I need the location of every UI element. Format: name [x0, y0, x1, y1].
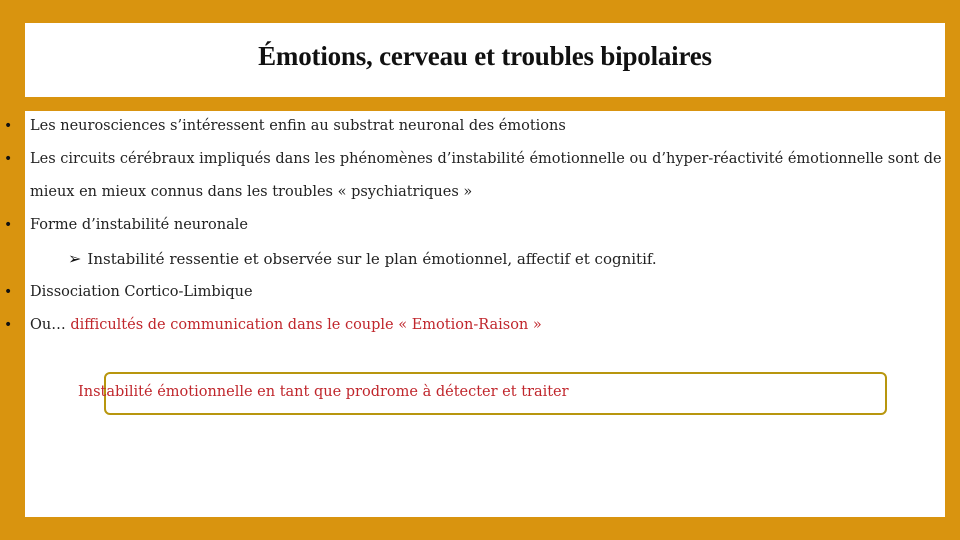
sub-bullet: [68, 249, 657, 268]
arrowhead-icon: ➢: [68, 249, 82, 268]
bullet-text: Les neurosciences s’intéressent enfin au substrat neuronal des émotions: [30, 118, 566, 134]
bullet-text: [30, 317, 542, 333]
title-panel: [25, 23, 945, 97]
bullet-dot-icon: •: [4, 284, 13, 300]
bullet-prefix: Ou…: [30, 317, 71, 333]
bullet-text: Les circuits cérébraux impliqués dans les phénomènes d’instabilité émotionnelle ou d’hyper-réactivité émotionnelle sont de: [30, 151, 942, 167]
bullet-dot-icon: •: [4, 118, 13, 134]
bullet-text: mieux en mieux connus dans les troubles « psychiatriques »: [30, 184, 473, 200]
slide-title: Émotions, cerveau et troubles bipolaires: [258, 41, 712, 71]
bullet-dot-icon: •: [4, 317, 13, 333]
bullet-dot-icon: •: [4, 151, 13, 167]
bullet-text: Forme d’instabilité neuronale: [30, 217, 248, 233]
sub-bullet-text: Instabilité ressentie et observée sur le plan émotionnel, affectif et cognitif.: [87, 250, 657, 268]
bullet-highlight: difficultés de communication dans le couple « Emotion-Raison »: [70, 317, 542, 333]
bullet-text: Dissociation Cortico-Limbique: [30, 284, 253, 300]
bullet-dot-icon: •: [4, 217, 13, 233]
content-panel: [25, 111, 945, 517]
callout-text: Instabilité émotionnelle en tant que prodrome à détecter et traiter: [78, 384, 569, 400]
